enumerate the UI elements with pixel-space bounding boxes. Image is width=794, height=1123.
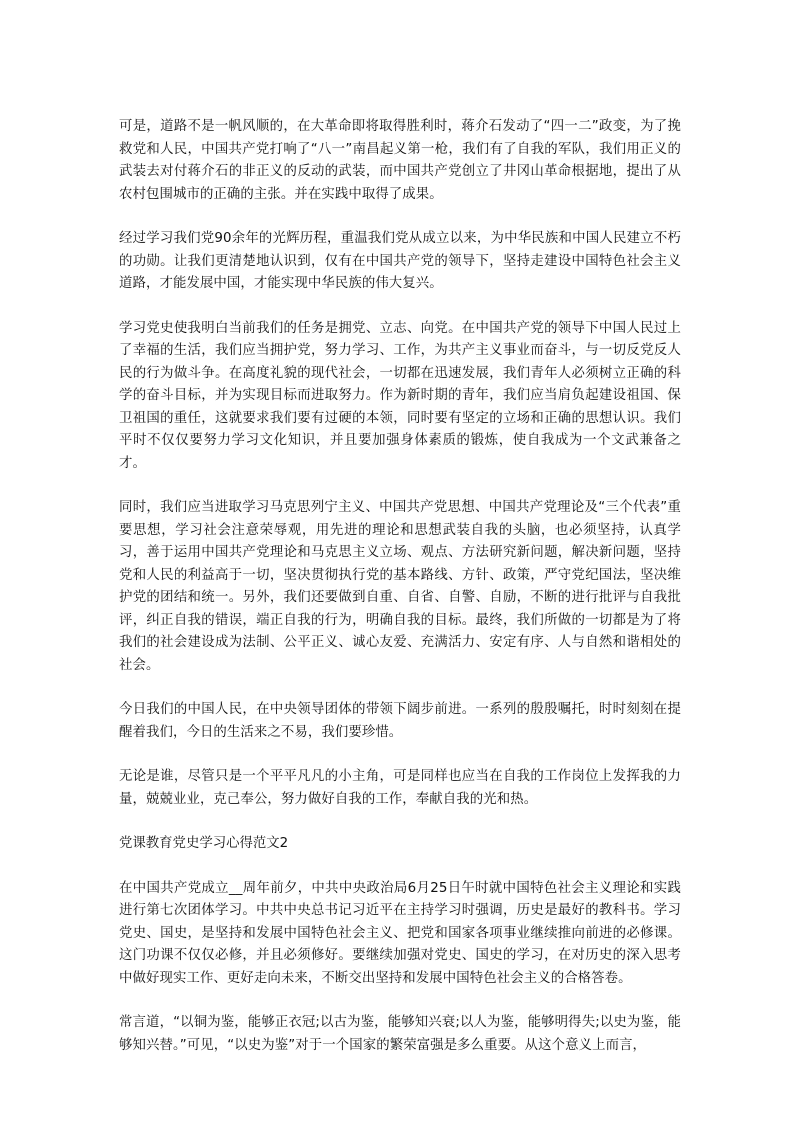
document-body	[119, 116, 681, 1057]
paragraph-gap	[119, 677, 681, 699]
paragraph-gap	[119, 206, 681, 228]
paragraph-2: 经过学习我们党90余年的光辉历程，重温我们党从成立以来，为中华民族和中国人民建立不朽的功勋。让我们更清楚地认识到，仅有在中国共产党的领导下，坚持走建设中国特色社会主义道路，才能发展中国，才能实现中华民族的伟大复兴。	[119, 231, 681, 291]
paragraph-3: 学习党史使我明白当前我们的任务是拥党、立志、向党。在中国共产党的领导下中国人民过上了幸福的生活，我们应当拥护党，努力学习、工作，为共产主义事业而奋斗，与一切反党反人民的行为做斗争。在高度礼貌的现代社会，一切都在迅速发展，我们青年人必须树立正确的科学的奋斗目标，并为实现目标而进取努力。作为新时期的青年，我们应当肩负起建设祖国、保卫祖国的重任，这就要求我们要有过硬的本领，同时要有坚定的立场和正确的思想认识。我们平时不仅仅要努力学习文化知识，并且要加强身体素质的锻炼，使自我成为一个文武兼备之才。	[119, 320, 681, 471]
section-heading: 党课教育党史学习心得范文2	[119, 836, 289, 851]
paragraph-gap	[119, 475, 681, 497]
paragraph-8: 常言道，“以铜为鉴，能够正衣冠;以古为鉴，能够知兴衰;以人为鉴，能够明得失;以史为鉴，能够知兴替。”可见，“以史为鉴”对于一个国家的繁荣富强是多么重要。从这个意义上而言，	[119, 1015, 681, 1053]
paragraph-4: 同时，我们应当进取学习马克思列宁主义、中国共产党思想、中国共产党理论及“三个代表”重要思想，学习社会注意荣辱观，用先进的理论和思想武装自我的头脑，也必须坚持，认真学习，善于运用中国共产党理论和马克思主义立场、观点、方法研究新问题，解决新问题，坚持党和人民的利益高于一切，坚决贯彻执行党的基本路线、方针、政策，严守党纪国法，坚决维护党的团结和统一。另外，我们还要做到自重、自省、自警、自励，不断的进行批评与自我批评，纠正自我的错误，端正自我的行为，明确自我的目标。最终，我们所做的一切都是为了将我们的社会建设成为法制、公平正义、诚心友爱、充满活力、安定有序、人与自然和谐相处的社会。	[119, 500, 681, 673]
paragraph-5: 今日我们的中国人民，在中央领导团体的带领下阔步前进。一系列的殷殷嘱托，时时刻刻在提醒着我们，今日的生活来之不易，我们要珍惜。	[119, 702, 681, 740]
paragraph-1: 可是，道路不是一帆风顺的，在大革命即将取得胜利时，蒋介石发动了“四一二”政变，为了挽救党和人民，中国共产党打响了“八一”南昌起义第一枪，我们有了自我的军队，我们用正义的武装去对付蒋介石的非正义的反动的武装，而中国共产党创立了井冈山革命根据地，提出了从农村包围城市的正确的主张。并在实践中取得了成果。	[119, 119, 681, 202]
paragraph-gap	[119, 811, 681, 833]
paragraph-7: 在中国共产党成立__周年前夕，中共中央政治局6月25日午时就中国特色社会主义理论和实践进行第七次团体学习。中共中央总书记习近平在主持学习时强调，历史是最好的教科书。学习党史、国史，是坚持和发展中国特色社会主义、把党和国家各项事业继续推向前进的必修课。这门功课不仅仅必修，并且必须修好。要继续加强对党史、国史的学习，在对历史的深入思考中做好现实工作、更好走向未来，不断交出坚持和发展中国特色社会主义的合格答卷。	[119, 880, 681, 986]
paragraph-gap	[119, 296, 681, 318]
paragraph-gap	[119, 744, 681, 766]
paragraph-gap	[119, 856, 681, 878]
paragraph-gap	[119, 990, 681, 1012]
paragraph-6: 无论是谁，尽管只是一个平平凡凡的小主角，可是同样也应当在自我的工作岗位上发挥我的力量，兢兢业业，克己奉公，努力做好自我的工作，奉献自我的光和热。	[119, 769, 681, 807]
